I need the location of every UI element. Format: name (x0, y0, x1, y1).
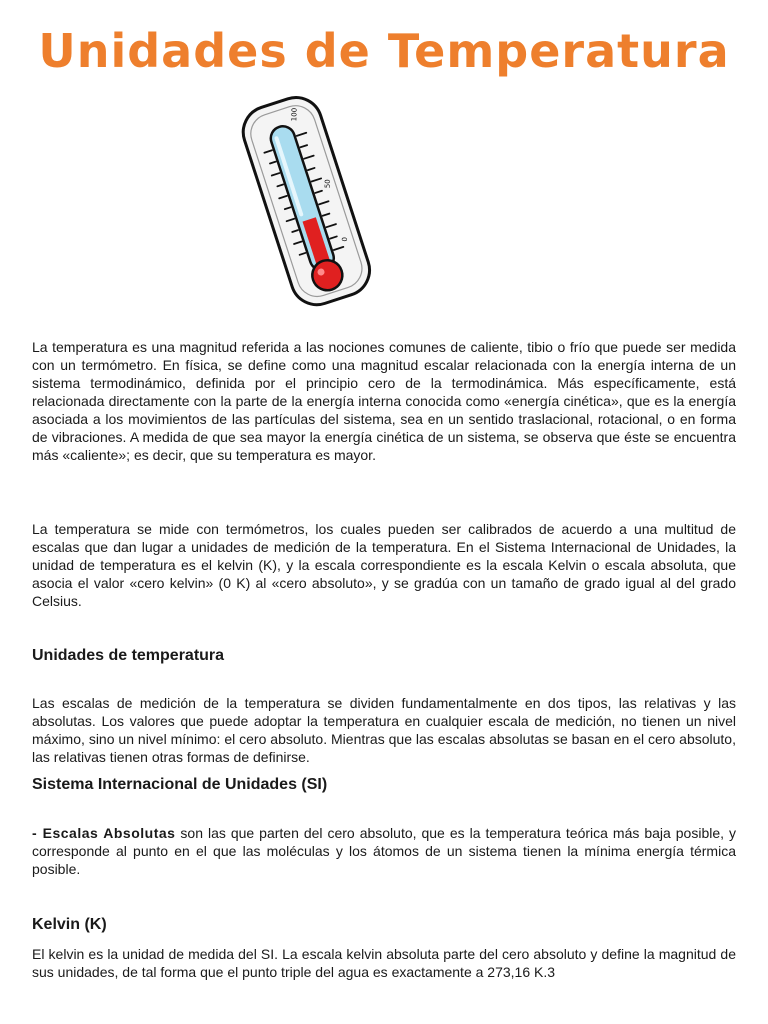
paragraph-absolute-scales (32, 824, 736, 878)
heading-unidades: Unidades de temperatura (32, 647, 225, 664)
heading-kelvin: Kelvin (K) (32, 916, 107, 933)
absolute-scales-lead: - Escalas Absolutas (32, 825, 176, 841)
scale-label-mid: 50 (323, 179, 332, 189)
absolute-scales-text: son las que parten del cero absoluto, que es la temperatura teórica más baja posible, y corresponde al punto en el que las moléculas y los átomos de un sistema tienen la mínima energía térmica posible. (32, 825, 736, 877)
paragraph-intro: La temperatura es una magnitud referida a las nociones comunes de caliente, tibio o frío que puede ser medida con un termómetro. En física, se define como una magnitud escalar relacionada con la energía interna de un sistema termodinámico, definida por el principio cero de la termodinámica. Más específicamente, está relacionada directamente con la parte de la energía interna conocida como «energía cinética», que es la energía asociada a los movimientos de las partículas del sistema, sea en un sentido traslacional, rotacional, o en forma de vibraciones. A medida de que sea mayor la energía cinética de un sistema, se observa que éste se encuentra más «caliente»; es decir, que su temperatura es mayor. (32, 339, 736, 463)
paragraph-scales: Las escalas de medición de la temperatura se dividen fundamentalmente en dos tipos, las relativas y las absolutas. Los valores que puede adoptar la temperatura en cualquier escala de medición, no tienen un nivel máximo, sino un nivel mínimo: el cero absoluto. Mientras que las escalas absolutas se basan en el cero absoluto, las relativas tienen otras formas de definirse. (32, 695, 736, 765)
scale-label-top: 100 (290, 107, 299, 122)
thermometer-illustration (212, 92, 402, 314)
page-title: Unidades de Temperatura (38, 24, 730, 78)
heading-si: Sistema Internacional de Unidades (SI) (32, 776, 328, 793)
paragraph-measurement: La temperatura se mide con termómetros, los cuales pueden ser calibrados de acuerdo a una multitud de escalas que dan lugar a unidades de medición de la temperatura. En el Sistema Internacional de Unidades, la unidad de temperatura es el kelvin (K), y la escala correspondiente es la escala Kelvin o escala absoluta, que asocia el valor «cero kelvin» (0 K) al «cero absoluto», y se gradúa con un tamaño de grado igual al del grado Celsius. (32, 521, 736, 609)
paragraph-kelvin: El kelvin es la unidad de medida del SI. La escala kelvin absoluta parte del cero absoluto y define la magnitud de sus unidades, de tal forma que el punto triple del agua es exactamente a 273,16 K.3 (32, 946, 736, 980)
scale-label-bottom: 0 (340, 236, 350, 242)
